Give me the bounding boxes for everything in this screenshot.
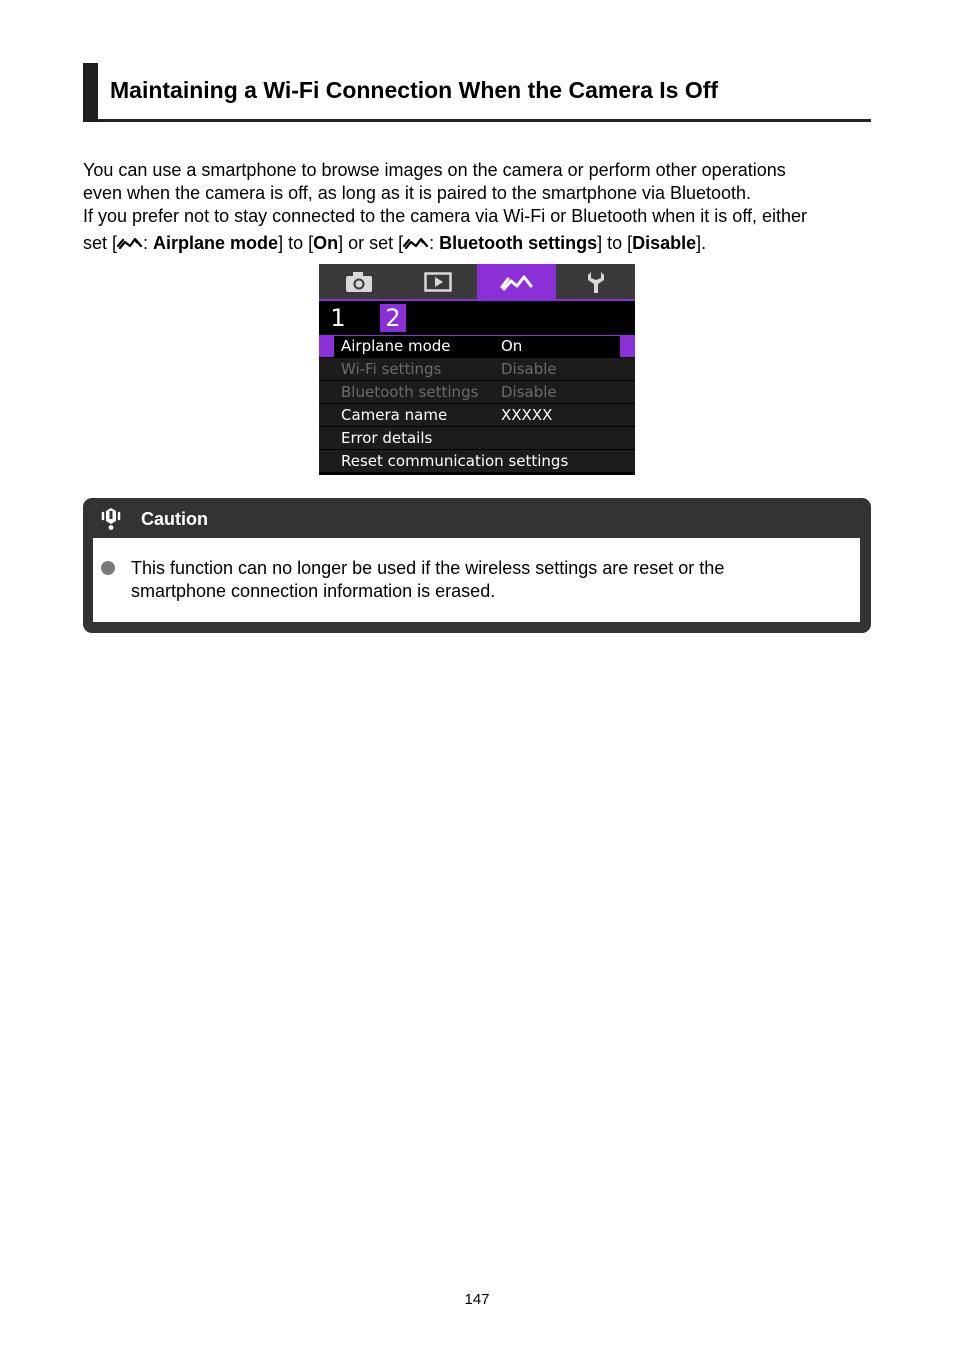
text-fragment: ].: [696, 233, 707, 253]
menu-row-bluetooth-settings: [319, 381, 635, 403]
menu-row-wifi-settings: [319, 358, 635, 380]
tab-playback: [398, 264, 477, 300]
text-fragment: set [: [83, 233, 118, 253]
subtab-1: 1: [330, 304, 346, 332]
subtab-2: 2: [380, 304, 406, 332]
menu-subtabs: [319, 301, 635, 334]
menu-row-label: Wi-Fi settings: [341, 360, 442, 378]
wireless-icon: [117, 236, 143, 250]
caution-text: [131, 557, 831, 603]
caution-content: [93, 538, 860, 622]
setting-name: Airplane mode: [153, 233, 279, 253]
intro-line-1: You can use a smartphone to browse images on the camera or perform other operations: [83, 160, 786, 180]
intro-line-2: even when the camera is off, as long as it is paired to the smartphone via Bluetooth.: [83, 183, 752, 203]
menu-rows: [319, 335, 635, 473]
tab-wireless: [477, 264, 556, 300]
menu-row-label: Airplane mode: [341, 337, 451, 355]
caution-title: Caution: [141, 509, 208, 529]
text-fragment: ] to [: [278, 233, 314, 253]
camera-menu-screenshot: [319, 264, 635, 475]
menu-row-label: Error details: [341, 429, 433, 447]
caution-box: [83, 498, 871, 633]
page-title: Maintaining a Wi-Fi Connection When the Camera Is Off: [110, 77, 719, 103]
bullet-icon: [101, 561, 115, 575]
intro-line-3: If you prefer not to stay connected to the camera via Wi-Fi or Bluetooth when it is off, either: [83, 206, 808, 226]
intro-text: [83, 159, 883, 255]
section-heading: [83, 63, 871, 122]
tab-shooting: [319, 264, 398, 300]
menu-row-value: Disable: [501, 360, 557, 378]
menu-row-value: XXXXX: [501, 406, 553, 424]
playback-icon: [424, 271, 452, 293]
menu-tabs: [319, 264, 635, 300]
wireless-icon: [403, 236, 429, 250]
menu-row-value: On: [501, 337, 523, 355]
caution-line-2: smartphone connection information is erased.: [131, 581, 496, 601]
setting-name: Bluetooth settings: [439, 233, 598, 253]
wrench-icon: [585, 270, 607, 294]
camera-icon: [345, 271, 373, 293]
menu-row-reset-communication: [319, 450, 635, 472]
menu-row-camera-name: [319, 404, 635, 426]
setting-value: On: [313, 233, 339, 253]
text-fragment: :: [429, 233, 440, 253]
wireless-icon: [500, 272, 534, 292]
page-number: 147: [464, 1291, 490, 1308]
menu-row-label: Reset communication settings: [341, 452, 569, 470]
warning-icon: [99, 507, 123, 531]
menu-row-airplane-mode: [319, 335, 635, 357]
intro-line-4: [83, 232, 883, 255]
menu-row-label: Bluetooth settings: [341, 383, 479, 401]
text-fragment: ] or set [: [338, 233, 404, 253]
text-fragment: :: [143, 233, 154, 253]
menu-row-error-details: [319, 427, 635, 449]
text-fragment: ] to [: [597, 233, 633, 253]
menu-row-label: Camera name: [341, 406, 448, 424]
heading-bar: [83, 63, 98, 122]
menu-row-value: Disable: [501, 383, 557, 401]
tab-setup: [556, 264, 635, 300]
setting-value: Disable: [632, 233, 697, 253]
caution-line-1: This function can no longer be used if the wireless settings are reset or the: [131, 558, 725, 578]
